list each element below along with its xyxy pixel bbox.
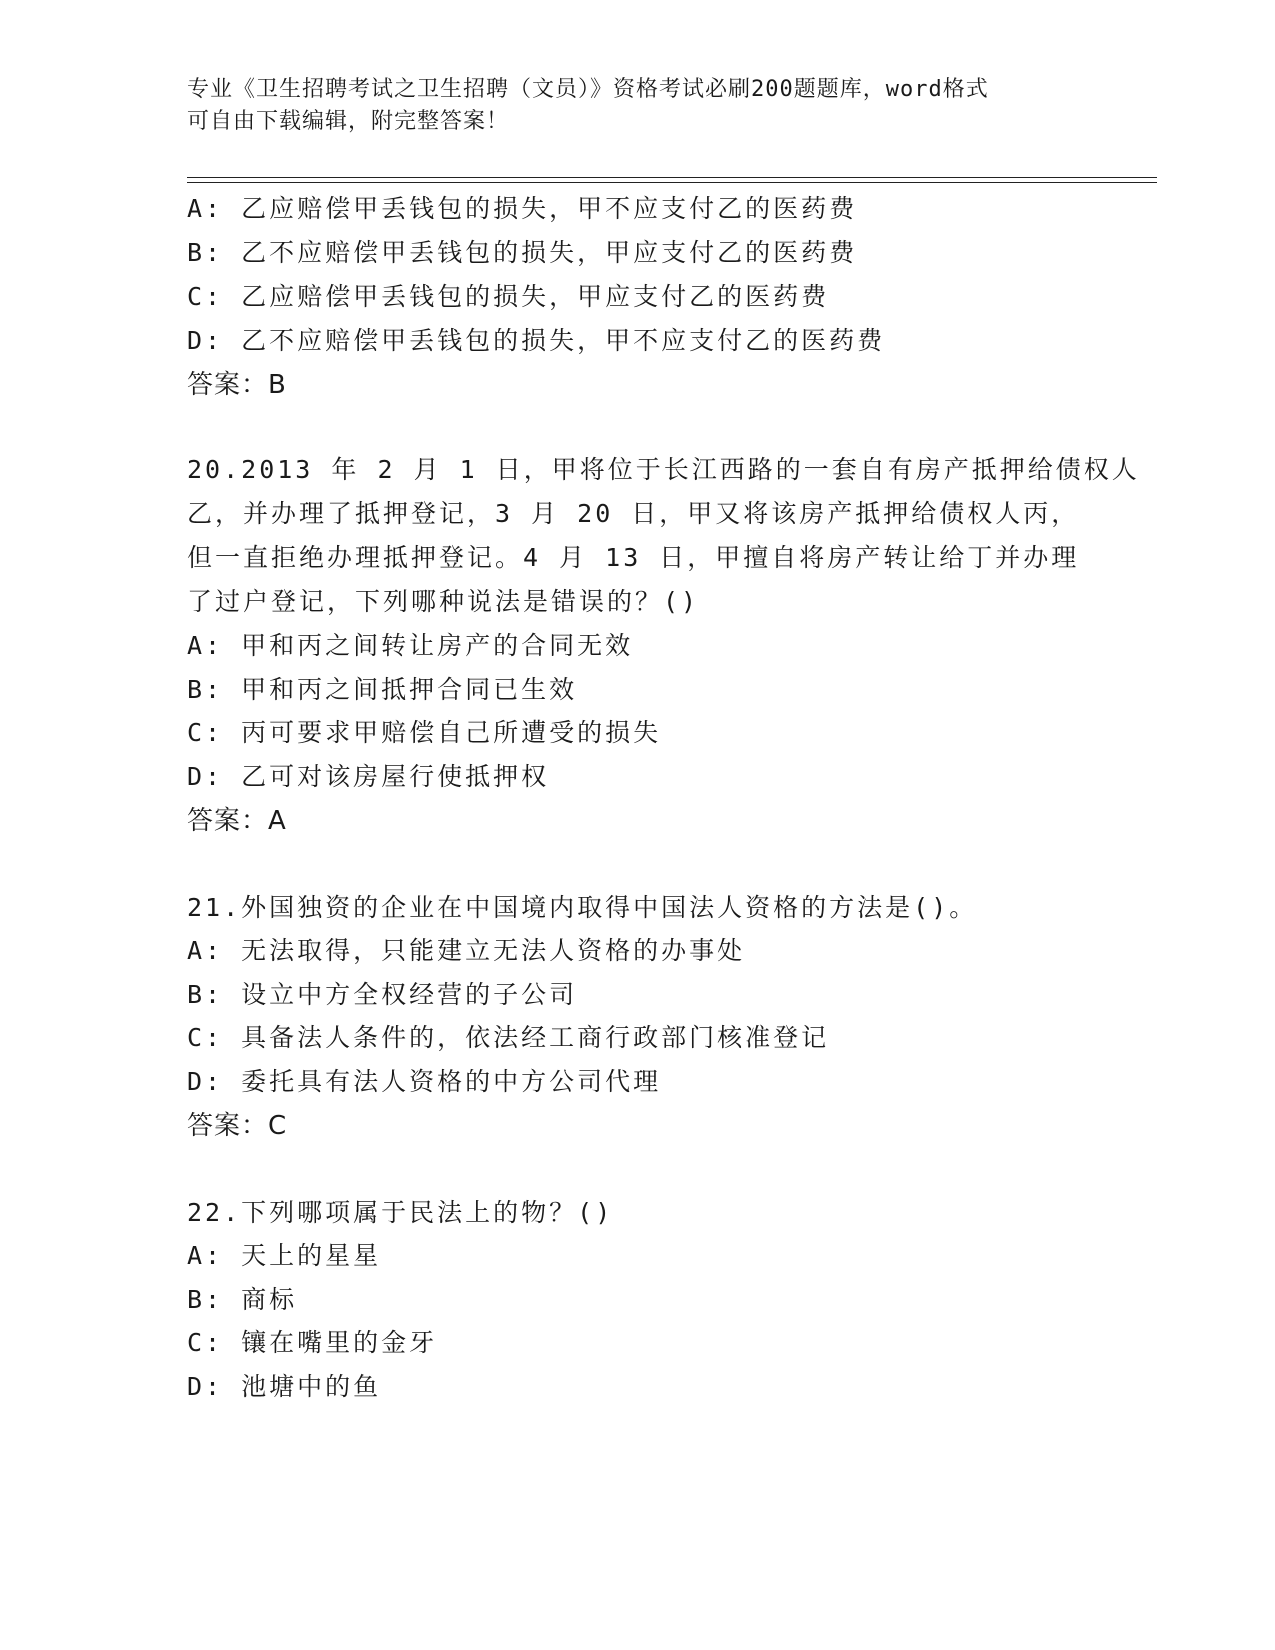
q21-question: 21.外国独资的企业在中国境内取得中国法人资格的方法是()。 [187, 893, 978, 922]
q20-option-d: D: 乙可对该房屋行使抵押权 [187, 762, 550, 791]
q20-question-line-3: 但一直拒绝办理抵押登记。4 月 13 日，甲擅自将房产转让给丁并办理 [187, 543, 1080, 572]
q19-option-d: D: 乙不应赔偿甲丢钱包的损失，甲不应支付乙的医药费 [187, 326, 886, 355]
q21-option-d: D: 委托具有法人资格的中方公司代理 [187, 1067, 662, 1096]
q20-question-line-4: 了过户登记，下列哪种说法是错误的？() [187, 587, 700, 616]
q22-option-c: C: 镶在嘴里的金牙 [187, 1328, 438, 1357]
q19-option-c: C: 乙应赔偿甲丢钱包的损失，甲应支付乙的医药费 [187, 282, 830, 311]
q21-answer: 答案：C [187, 1111, 288, 1141]
header-line-2: 可自由下载编辑，附完整答案！ [187, 109, 510, 134]
q20-option-c: C: 丙可要求甲赔偿自己所遭受的损失 [187, 718, 662, 747]
q21-option-b: B: 设立中方全权经营的子公司 [187, 980, 578, 1009]
q19-option-a: A: 乙应赔偿甲丢钱包的损失，甲不应支付乙的医药费 [187, 194, 858, 223]
header-divider-top [187, 177, 1157, 178]
q22-option-a: A: 天上的星星 [187, 1241, 382, 1270]
q20-option-a: A: 甲和丙之间转让房产的合同无效 [187, 631, 634, 660]
q20-option-b: B: 甲和丙之间抵押合同已生效 [187, 675, 578, 704]
q20-answer: 答案：A [187, 806, 287, 836]
header-divider-bottom [187, 182, 1157, 183]
q21-option-c: C: 具备法人条件的，依法经工商行政部门核准登记 [187, 1023, 830, 1052]
header-line-1: 专业《卫生招聘考试之卫生招聘（文员）》资格考试必刷200题题库，word格式 [187, 77, 989, 102]
q20-question-line-1: 20.2013 年 2 月 1 日，甲将位于长江西路的一套自有房产抵押给债权人 [187, 455, 1140, 484]
q22-option-d: D: 池塘中的鱼 [187, 1372, 382, 1401]
q22-option-b: B: 商标 [187, 1285, 298, 1314]
q22-question: 22.下列哪项属于民法上的物？() [187, 1198, 614, 1227]
document-header [187, 74, 1067, 138]
q20-question-line-2: 乙，并办理了抵押登记，3 月 20 日，甲又将该房产抵押给债权人丙， [187, 499, 1080, 528]
q21-option-a: A: 无法取得，只能建立无法人资格的办事处 [187, 936, 746, 965]
q19-answer: 答案：B [187, 370, 287, 400]
q19-option-b: B: 乙不应赔偿甲丢钱包的损失，甲应支付乙的医药费 [187, 238, 858, 267]
